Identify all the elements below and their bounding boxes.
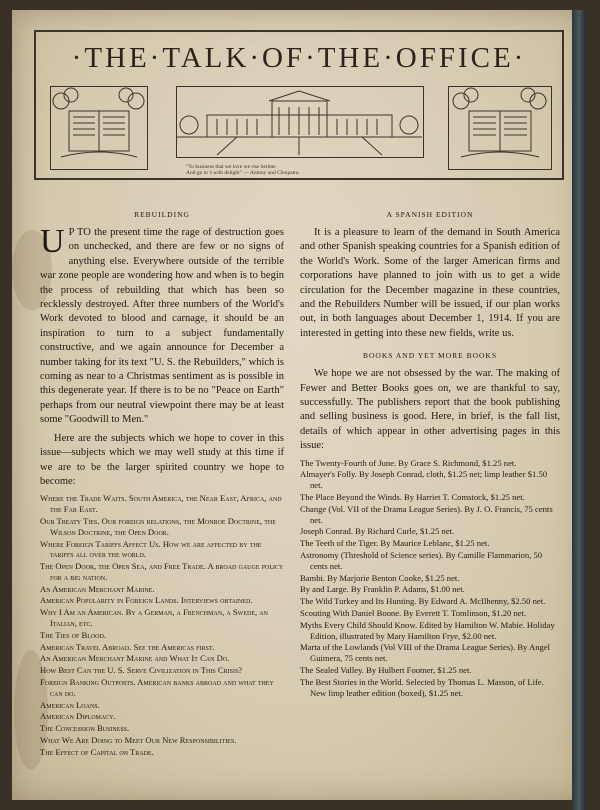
list-item: The Place Beyond the Winds. By Harriet T. Comstock, $1.25 net. xyxy=(300,492,525,503)
list-item: The Ties of Blood. xyxy=(40,629,107,640)
list-item: Where Foreign Tariffs Affect Us. How we are affected by the tariffs all over the world. xyxy=(40,538,262,560)
list-item: Marta of the Lowlands (Vol VIII of the Drama League Series). By Angel Guimera, 75 cents net. xyxy=(300,642,551,664)
list-item: Our Treaty Ties. Our foreign relations, the Monroe Doctrine, the Wilson Doctrine, the Open Door. xyxy=(40,515,276,537)
list-item: Astronomy (Threshold of Science series). By Camille Flammarion, 50 cents net. xyxy=(300,550,543,571)
list-item: Myths Every Child Should Know. Edited by Hamilton W. Mabie. Holiday Edition, illustrated by Mary Hamilton Frye, $2.00 net. xyxy=(300,619,555,641)
list-item: An American Merchant Marine and What It Can Do. xyxy=(40,653,230,664)
section-heading-rebuilding: REBUILDING xyxy=(134,210,190,219)
section-heading-spanish: A SPANISH EDITION xyxy=(386,210,474,219)
list-item: The Sealed Valley. By Hulbert Footner, $1.25 net. xyxy=(300,665,472,676)
header-quote xyxy=(186,164,416,176)
list-item: Scouting With Daniel Boone. By Everett T. Tomlinson, $1.20 net. xyxy=(300,608,527,619)
paragraph: It is a pleasure to learn of the demand in South America and other Spanish speaking countries for a Spanish edition of the World's Work. Some of the larger American firms and corporations have planned to join with us to get a wide circulation for the December magazine in these countries, and the Rebuilders Number will be issued, if our plan works out, in both languages about December 1, 1914. If you are interested in getting into these new fields, write us. xyxy=(300,227,560,339)
book-list xyxy=(300,458,560,699)
subjects-list xyxy=(40,493,284,757)
list-item: The Teeth of the Tiger. By Maurice Leblanc, $1.25 net. xyxy=(300,538,490,549)
list-item: American Loans. xyxy=(40,699,100,710)
list-item: By and Large. By Franklin P. Adams, $1.00 net. xyxy=(300,584,465,595)
list-item: An American Merchant Marine. xyxy=(40,583,155,594)
list-item: The Best Stories in the World. Selected by Thomas L. Masson, of Life. New limp leather edition (boxed), $1.25 net. xyxy=(300,676,544,698)
list-item: Foreign Banking Outposts. American banks abroad and what they can do. xyxy=(40,677,274,698)
open-book-ornament-right xyxy=(448,86,552,170)
list-item: The Twenty-Fourth of June. By Grace S. Richmond, $1.25 net. xyxy=(300,457,517,468)
section-heading-books: BOOKS AND YET MORE BOOKS xyxy=(362,351,497,361)
column-left xyxy=(40,210,284,759)
list-item: The Effect of Capital on Trade. xyxy=(40,746,154,757)
building-illustration xyxy=(176,86,424,158)
column-right xyxy=(300,210,560,699)
list-item: The Open Door, the Open Sea, and Free Trade. A broad gauge policy for a big nation. xyxy=(40,561,284,582)
open-book-ornament-left xyxy=(50,86,148,170)
list-item: Where the Trade Waits. South America, the Near East, Africa, and the Far East. xyxy=(40,493,282,515)
list-item: Why I Am an American. By a German, a Frenchman, a Swede, an Italian, etc. xyxy=(40,607,268,629)
book-spine xyxy=(572,10,586,810)
list-item: The Wild Turkey and Its Hunting. By Edward A. McIlhenny, $2.50 net. xyxy=(300,596,546,607)
header-frame xyxy=(34,30,564,180)
list-item: What We Are Doing to Meet Our New Responsibilities. xyxy=(40,735,237,746)
list-item: Bambi. By Marjorie Benton Cooke, $1.25 net. xyxy=(300,572,460,583)
list-item: How Best Can the U. S. Serve Civilization in This Crisis? xyxy=(40,665,243,676)
magazine-page xyxy=(12,10,586,800)
list-item: American Popularity in Foreign Lands. Interviews obtained. xyxy=(40,595,253,606)
list-item: American Travel Abroad. See the Americas first. xyxy=(40,641,215,652)
paragraph: We hope we are not obsessed by the war. The making of Fewer and Better Books goes on, we are thankful to say, successfully. The publishers report that the book publishing and selling business is good. Here, in brief, is the fall list, details of which appear in other advertising pages in this issue: xyxy=(300,368,560,452)
list-item: Almayer's Folly. By Joseph Conrad, cloth, $1.25 net; limp leather $1.50 net. xyxy=(300,469,548,491)
quote-line: "To business that we love we rise betime xyxy=(186,164,276,170)
list-item: The Concession Business. xyxy=(40,723,130,734)
list-item: American Diplomacy. xyxy=(40,711,116,722)
list-item: Joseph Conrad. By Richard Curle, $1.25 net. xyxy=(300,526,455,537)
list-item: Change (Vol. VII of the Drama League Series). By J. O. Francis, 75 cents net. xyxy=(300,503,553,525)
page-title: ·THE·TALK·OF·THE·OFFICE· xyxy=(71,42,527,74)
drop-cap: U xyxy=(40,223,65,260)
paragraph: P TO the present time the rage of destruction goes on unchecked, and there are few or no signs of anything else. Everywhere outside of the terrible war zone people are wondering how and when is to begin the process of rebuilding that which has been so recklessly destroyed. After three numbers of the World's Work devoted to blood and carnage, it should be an inspiration to turn to a subject fundamentally constructive, and we again announce for December a number taking for its text "U. S. the Rebuilders," which is coming as near to a Christmas sentiment as is possible in this degenerate year. If there is to be no "Peace on Earth" perhaps from our neutral viewpoint there may be at least some "Goodwill to Men." xyxy=(40,227,284,426)
paragraph: Here are the subjects which we hope to cover in this issue—subjects which we may well study at this time if we are to be the larger spirited country we hope to become: xyxy=(40,432,284,487)
quote-line: And go to 't with delight" — Antony and Cleopatra. xyxy=(186,170,300,176)
